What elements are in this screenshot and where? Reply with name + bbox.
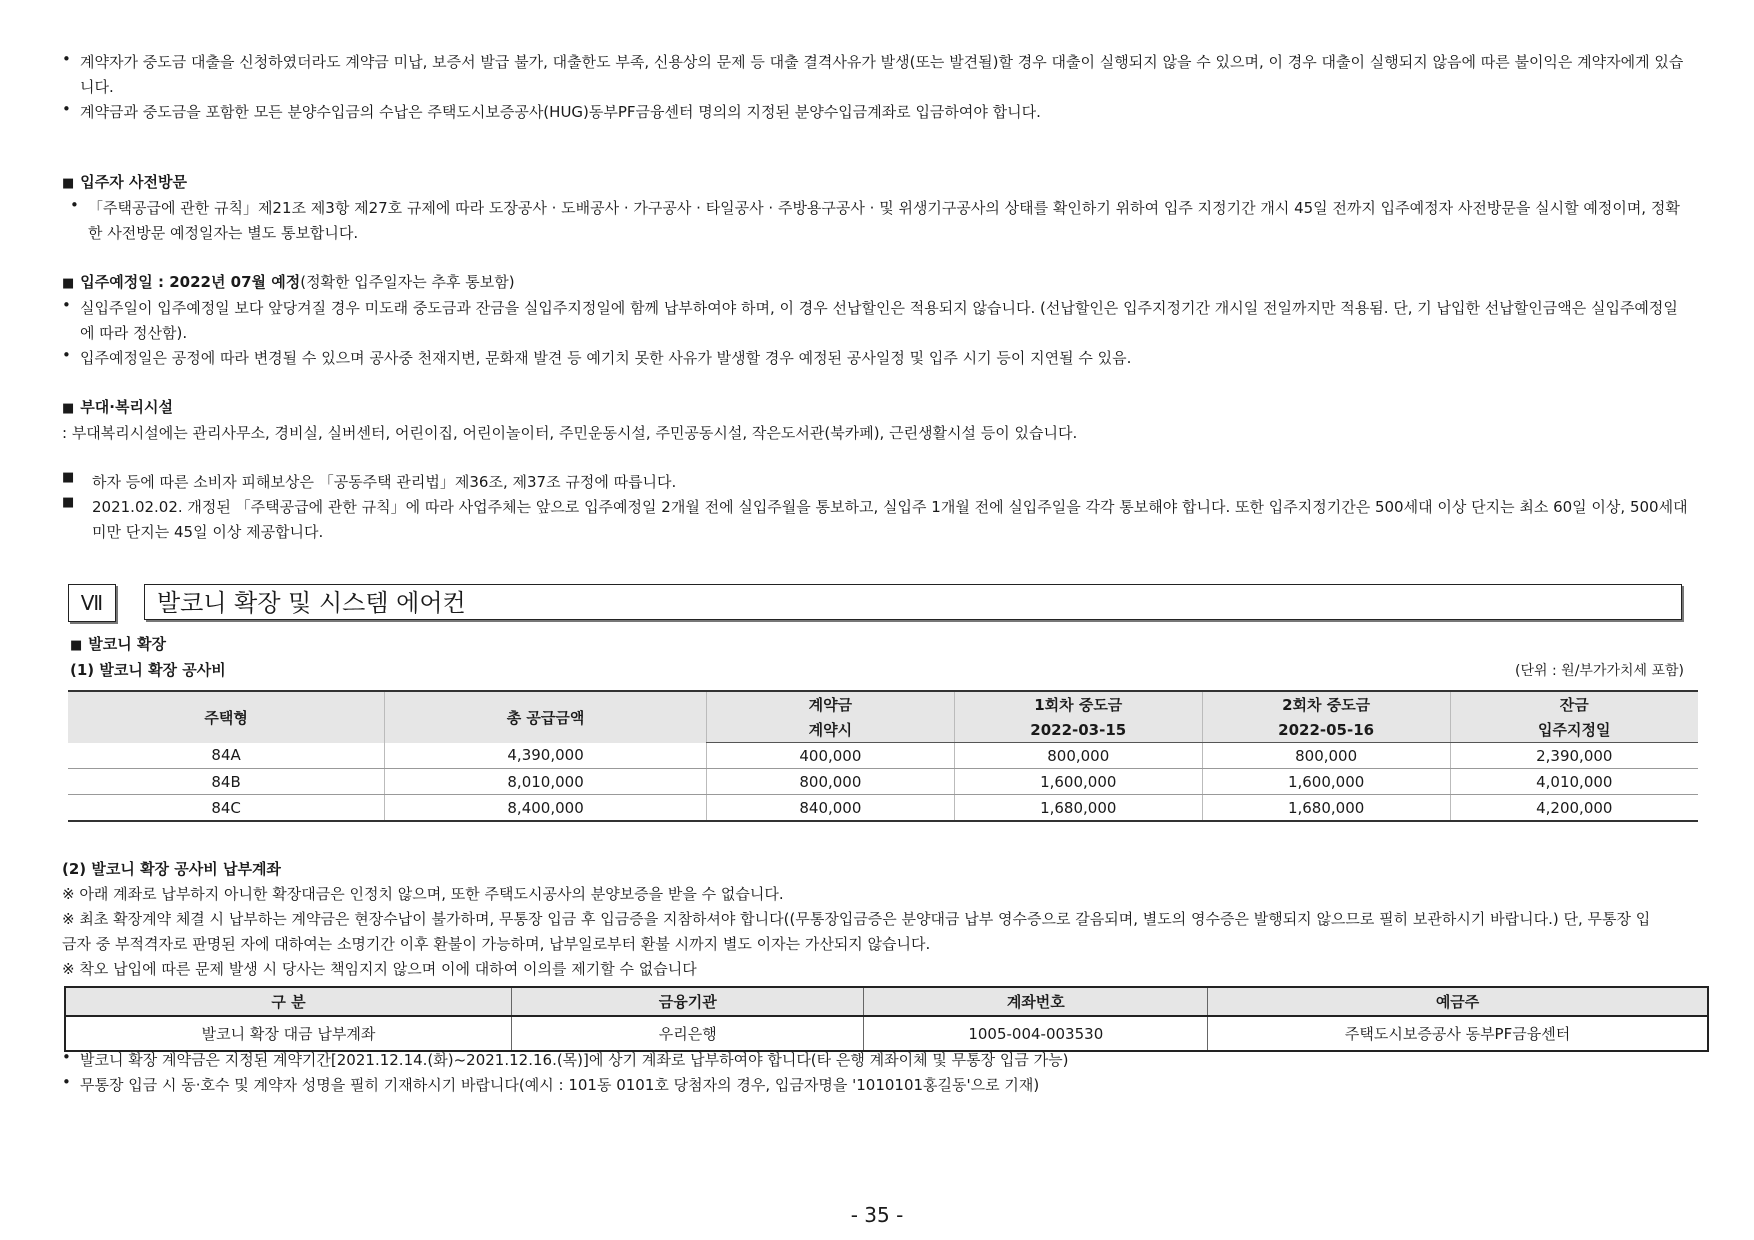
subsection-heading: (2) 발코니 확장 공사비 납부계좌 [62, 860, 281, 878]
unit-note: (단위 : 원/부가가치세 포함) [1515, 663, 1684, 679]
loan-notice [62, 50, 1692, 125]
bullet-item: • 무통장 입금 시 동·호수 및 계약자 성명을 필히 기재하시기 바랍니다(예시 : 101동 0101호 당첨자의 경우, 입금자명을 '1010101홍길동'으로 기재) [62, 1073, 1040, 1094]
facilities-section [62, 395, 1692, 446]
section-heading: ■ 입주예정일 : 2022년 07월 예정(정확한 입주일자는 추후 통보함) [62, 273, 515, 291]
table-cell: 4,390,000 [385, 743, 707, 769]
table-cell: 2,390,000 [1450, 743, 1698, 769]
bullet-item: • 「주택공급에 관한 규칙」제21조 제3항 제27호 규제에 따라 도장공사 · 도배공사 · 가구공사 · 타일공사 · 주방용구공사 · 및 위생기구공사의 상태를 확인하기 위하여 입주 지정기간 개시 45일 전까지 입주예정자 사전방문을 실시할 예정이며, 정확한 사전방문 예정일자는 별도 통보합니다. [70, 196, 1680, 242]
header-cell: 2회차 중도금 [1202, 691, 1450, 717]
account-number: 1005-004-003530 [864, 1016, 1208, 1051]
header-type: 주택형 [68, 691, 385, 743]
table-cell: 1,600,000 [1202, 769, 1450, 795]
section-title: 발코니 확장 및 시스템 에어컨 [144, 584, 1682, 620]
table-cell: 4,010,000 [1450, 769, 1698, 795]
table-cell: 800,000 [1202, 743, 1450, 769]
payment-account-table [64, 986, 1709, 1052]
table-cell: 84A [68, 743, 385, 769]
table-row [68, 743, 1698, 769]
section-number: Ⅶ [68, 584, 116, 622]
note-item: ■ 하자 등에 따른 소비자 피해보상은 「공동주택 관리법」제36조, 제37조 규정에 따릅니다. [62, 470, 677, 491]
header-cell: 계약금 [706, 691, 954, 717]
page-number: - 35 - [850, 1203, 904, 1227]
bullet-item: • 계약자가 중도금 대출을 신청하였더라도 계약금 미납, 보증서 발급 불가, 대출한도 부족, 신용상의 문제 등 대출 결격사유가 발생(또는 발견될)할 경우 대출이 실행되지 않을 수 있으며, 이 경우 대출이 실행되지 않음에 따른 불이익은 계약자에게 있습니다. [62, 50, 1684, 96]
bullet-item: • 발코니 확장 계약금은 지정된 계약기간[2021.12.14.(화)~2021.12.16.(목)]에 상기 계좌로 납부하여야 합니다(타 은행 계좌이체 및 무통장 입금 가능) [62, 1048, 1069, 1069]
bullet-item: • 실입주일이 입주예정일 보다 앞당겨질 경우 미도래 중도금과 잔금을 실입주지정일에 함께 납부하여야 하며, 이 경우 선납할인은 적용되지 않습니다. (선납할인은 입주지정기간 개시일 전일까지만 적용됨. 단, 기 납입한 선납할인금액은 실입주예정일에 따라 정산함). [62, 296, 1678, 342]
note-item: ■ 2021.02.02. 개정된 「주택공급에 관한 규칙」에 따라 사업주체는 앞으로 입주예정일 2개월 전에 실입주월을 통보하고, 실입주 1개월 전에 실입주일을 각각 통보해야 합니다. 또한 입주지정기간은 500세대 이상 단지는 최소 60일 이상, 500세대 미만 단지는 45일 이상 제공합니다. [62, 495, 1688, 541]
balcony-heading-block [70, 632, 1700, 683]
table-cell: 주택도시보증공사 동부PF금융센터 [1208, 1016, 1708, 1051]
section-heading: ■ 발코니 확장 [70, 635, 166, 653]
header-cell: 구 분 [65, 987, 511, 1016]
section-heading: ■ 부대·복리시설 [62, 398, 173, 416]
table-row [68, 795, 1698, 822]
header-total: 총 공급금액 [385, 691, 707, 743]
balcony-cost-table [68, 690, 1698, 822]
table-cell: 800,000 [954, 743, 1202, 769]
after-table-notes [62, 1048, 1692, 1098]
header-subcell: 계약시 [706, 717, 954, 743]
table-cell: 840,000 [706, 795, 954, 822]
facilities-text: : 부대복리시설에는 관리사무소, 경비실, 실버센터, 어린이집, 어린이놀이터, 주민운동시설, 주민공동시설, 작은도서관(북카페), 근린생활시설 등이 있습니다. [62, 424, 1078, 442]
table-cell: 800,000 [706, 769, 954, 795]
note-item: ※ 아래 계좌로 납부하지 아니한 확장대금은 인정치 않으며, 또한 주택도시공사의 분양보증을 받을 수 없습니다. [62, 885, 784, 903]
header-cell: 금융기관 [511, 987, 864, 1016]
payment-account-section [62, 857, 1692, 982]
note-item: ※ 착오 납입에 따른 문제 발생 시 당사는 책임지지 않으며 이에 대하여 이의를 제기할 수 없습니다 [62, 960, 697, 978]
note-item: ※ 최초 확장계약 체결 시 납부하는 계약금은 현장수납이 불가하며, 무통장 입금 후 입금증을 지참하셔야 합니다((무통장입금증은 분양대금 납부 영수증으로 갈음되며, 별도의 영수증은 발행되지 않으므로 필히 보관하시기 바랍니다.) 단, 무통장 입금자 중 부적격자로 판명된 자에 대하여는 소명기간 이후 환불이 가능하며, 납부일로부터 환불 시까지 별도 이자는 가산되지 않습니다. [62, 910, 1651, 953]
header-cell: 1회차 중도금 [954, 691, 1202, 717]
header-cell: 계좌번호 [864, 987, 1208, 1016]
table-cell: 4,200,000 [1450, 795, 1698, 822]
move-in-section [62, 270, 1692, 371]
header-subcell: 2022-03-15 [954, 717, 1202, 743]
table-cell: 1,600,000 [954, 769, 1202, 795]
notes-section [62, 470, 1692, 545]
section-heading: ■ 입주자 사전방문 [62, 173, 187, 191]
visit-section [62, 170, 1692, 246]
table-cell: 84B [68, 769, 385, 795]
table-row [68, 769, 1698, 795]
header-subcell: 2022-05-16 [1202, 717, 1450, 743]
header-cell: 잔금 [1450, 691, 1698, 717]
table-cell: 8,010,000 [385, 769, 707, 795]
table-row [65, 1016, 1708, 1051]
header-subcell: 입주지정일 [1450, 717, 1698, 743]
bullet-item: • 입주예정일은 공정에 따라 변경될 수 있으며 공사중 천재지변, 문화재 발견 등 예기치 못한 사유가 발생할 경우 예정된 공사일정 및 입주 시기 등이 지연될 수 있음. [62, 346, 1132, 367]
header-cell: 예금주 [1208, 987, 1708, 1016]
subsection-heading: (1) 발코니 확장 공사비 [70, 661, 226, 679]
table-cell: 400,000 [706, 743, 954, 769]
table-cell: 1,680,000 [1202, 795, 1450, 822]
table-cell: 84C [68, 795, 385, 822]
bullet-item: • 계약금과 중도금을 포함한 모든 분양수입금의 수납은 주택도시보증공사(HUG)동부PF금융센터 명의의 지정된 분양수입금계좌로 입금하여야 합니다. [62, 100, 1041, 121]
table-cell: 우리은행 [511, 1016, 864, 1051]
table-cell: 1,680,000 [954, 795, 1202, 822]
table-cell: 발코니 확장 대금 납부계좌 [65, 1016, 511, 1051]
table-cell: 8,400,000 [385, 795, 707, 822]
section-title-bar [68, 584, 1684, 622]
